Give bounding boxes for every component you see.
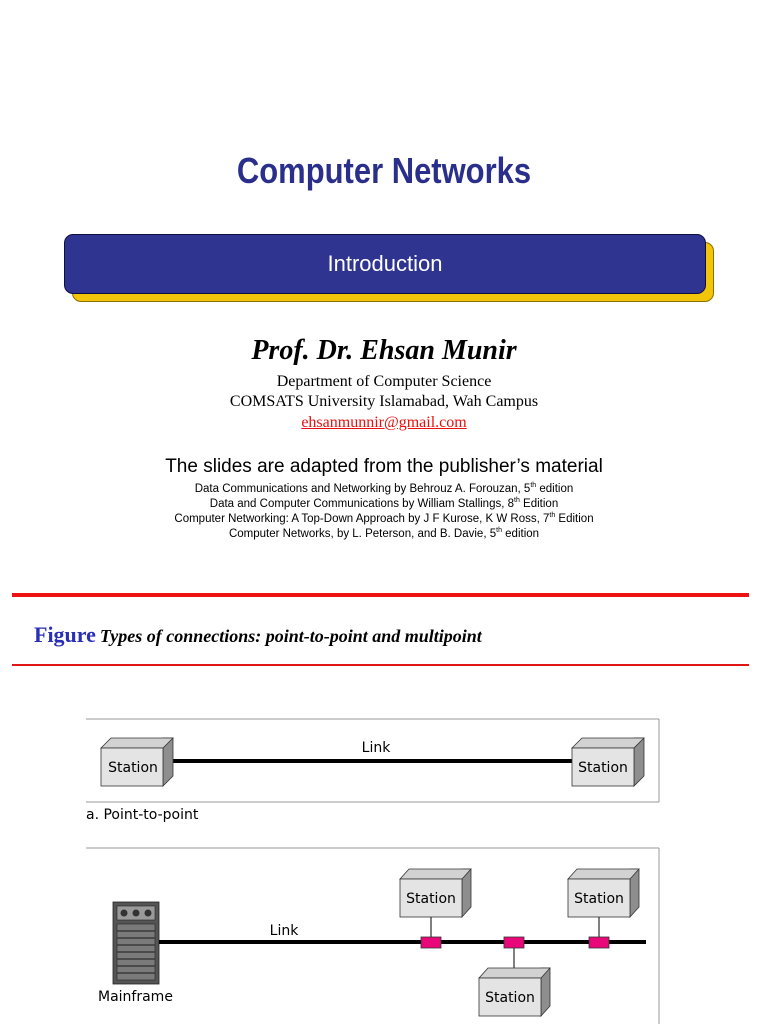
tap-connector [421,937,441,948]
university: COMSATS University Islamabad, Wah Campus [229,393,539,410]
red-rule-top [12,593,749,597]
mainframe-label: Mainframe [98,989,173,1005]
station-label: Station [578,760,628,776]
tap-connector [504,937,524,948]
author-name: Prof. Dr. Ehsan Munir [251,335,517,366]
link-label: Link [269,923,299,939]
station-label: Station [574,891,624,907]
mainframe-icon [113,902,159,984]
red-rule-bottom [12,664,749,666]
adapted-note: The slides are adapted from the publisher’s material [165,456,603,477]
source-line: Data and Computer Communications by William Stallings, 8th Edition [209,497,559,510]
department: Department of Computer Science [276,373,492,390]
figure-caption [34,622,482,648]
station-label: Station [485,990,535,1006]
connection-types-diagram [0,700,768,1024]
station-box-right [572,738,644,786]
multipoint-panel [86,848,659,1024]
station-box-top-right [568,869,639,917]
link-label: Link [361,740,391,756]
figure-word: Figure [34,622,96,647]
station-label: Station [406,891,456,907]
slide-title: Computer Networks [236,150,532,191]
subtitle-banner: Introduction [64,234,706,294]
point-to-point-panel [86,719,659,823]
station-box-left [101,738,173,786]
source-line: Data Communications and Networking by Behrouz A. Forouzan, 5th edition [194,482,574,495]
tap-connector [589,937,609,948]
figure-caption-text: Types of connections: point-to-point and multipoint [99,626,482,646]
station-box-bottom [479,968,550,1016]
email-line [0,414,768,432]
source-line: Computer Networking: A Top-Down Approach by J F Kurose, K W Ross, 7th Edition [174,512,594,525]
station-label: Station [108,760,158,776]
email-link[interactable]: ehsanmunnir@gmail.com [301,414,467,431]
point-to-point-caption: a. Point-to-point [86,807,199,823]
station-box-top-left [400,869,471,917]
source-line: Computer Networks, by L. Peterson, and B. Davie, 5th edition [228,527,540,540]
